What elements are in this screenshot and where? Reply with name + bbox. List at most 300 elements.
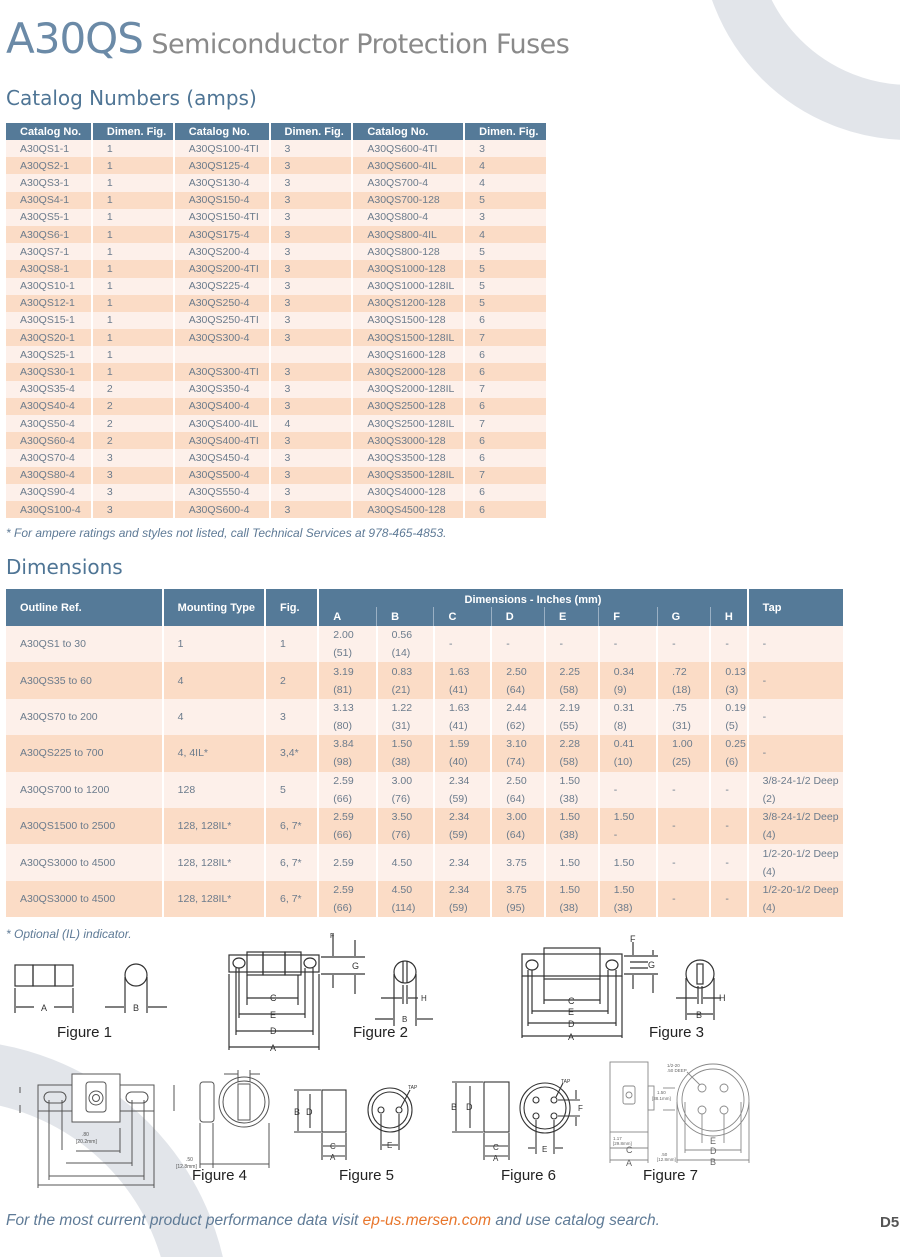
dimensions-section-title: Dimensions bbox=[6, 555, 123, 579]
catalog-number-cell: A30QS300-4TI bbox=[174, 363, 270, 380]
figure-5-label: Figure 5 bbox=[339, 1167, 395, 1184]
catalog-number-cell: A30QS50-4 bbox=[6, 415, 92, 432]
inch-value: 0.34 bbox=[613, 665, 635, 678]
fig-header: Fig. bbox=[265, 589, 318, 626]
dimension-value-cell bbox=[657, 699, 710, 735]
mounting-type-cell: 4 bbox=[163, 662, 265, 698]
catalog-number-cell: A30QS4-1 bbox=[6, 192, 92, 209]
inch-value: 3.00 bbox=[506, 811, 527, 824]
fig6-label-e: E bbox=[542, 1145, 548, 1154]
catalog-number-cell: A30QS800-128 bbox=[352, 243, 464, 260]
inch-value: 2.59 bbox=[333, 774, 354, 787]
dimension-value-cell bbox=[491, 772, 544, 808]
catalog-header-cell: Dimen. Fig. bbox=[92, 123, 174, 140]
catalog-row bbox=[6, 295, 547, 312]
dimension-value-cell bbox=[318, 699, 376, 735]
mm-value: (66) bbox=[333, 792, 352, 805]
dimen-fig-cell: 4 bbox=[270, 415, 353, 432]
dimen-fig-cell: 5 bbox=[464, 295, 547, 312]
inch-value: 3.84 bbox=[333, 738, 354, 751]
catalog-number-cell: A30QS12-1 bbox=[6, 295, 92, 312]
dimen-fig-cell: 4 bbox=[464, 226, 547, 243]
dimen-fig-cell: 3 bbox=[270, 295, 353, 312]
inch-value: 2.50 bbox=[506, 665, 527, 678]
catalog-number-cell: A30QS70-4 bbox=[6, 449, 92, 466]
dimension-value-cell bbox=[599, 662, 657, 698]
inch-value: 0.13 bbox=[725, 665, 746, 678]
dimen-fig-cell: 3 bbox=[270, 398, 353, 415]
dimension-value-cell bbox=[545, 626, 599, 662]
catalog-number-cell: A30QS1-1 bbox=[6, 140, 92, 157]
fig6-label-tap: TAP bbox=[561, 1079, 571, 1085]
mm-value: (95) bbox=[506, 901, 525, 914]
mm-value: (59) bbox=[448, 792, 468, 805]
inch-value: 3.10 bbox=[506, 738, 527, 751]
dimensions-row bbox=[6, 808, 844, 844]
dimension-letter-header: B bbox=[377, 607, 434, 626]
catalog-number-cell: A30QS600-4IL bbox=[352, 157, 464, 174]
dimension-value-cell bbox=[377, 844, 434, 880]
dimen-fig-cell: 2 bbox=[92, 381, 174, 398]
fig6-label-a: A bbox=[493, 1154, 499, 1163]
inch-value: 1.00 bbox=[672, 738, 693, 751]
dimension-letter-header: F bbox=[599, 607, 657, 626]
figure-7-svg bbox=[605, 1060, 770, 1168]
catalog-number-cell: A30QS2000-128IL bbox=[352, 381, 464, 398]
dimensions-row bbox=[6, 735, 844, 771]
fig7-note-6: [29.8mm] bbox=[613, 1141, 632, 1146]
mm-value: (64) bbox=[506, 683, 525, 696]
dimen-fig-cell: 3 bbox=[270, 157, 353, 174]
dimen-fig-cell: 7 bbox=[464, 329, 547, 346]
tap-count: (4) bbox=[762, 865, 776, 878]
catalog-number-cell: A30QS3500-128 bbox=[352, 449, 464, 466]
dimension-value-cell bbox=[657, 626, 710, 662]
fig7-note-1: 1/2-20 bbox=[667, 1063, 680, 1068]
dimen-fig-cell: 4 bbox=[464, 174, 547, 191]
catalog-number-cell: A30QS350-4 bbox=[174, 381, 270, 398]
dimen-fig-cell: 3 bbox=[270, 226, 353, 243]
catalog-number-cell: A30QS150-4 bbox=[174, 192, 270, 209]
dimensions-row bbox=[6, 772, 844, 808]
catalog-row bbox=[6, 415, 547, 432]
outline-ref-cell: A30QS35 to 60 bbox=[6, 662, 163, 698]
fig7-label-c: C bbox=[626, 1145, 633, 1155]
figure-3-label: Figure 3 bbox=[649, 1024, 705, 1041]
mounting-type-cell: 128 bbox=[163, 772, 265, 808]
dimension-value-cell bbox=[710, 772, 747, 808]
mm-value: (66) bbox=[333, 829, 352, 842]
mm-value: (64) bbox=[506, 829, 525, 842]
catalog-number-cell: A30QS600-4 bbox=[174, 501, 270, 518]
inch-value: 0.41 bbox=[613, 738, 635, 751]
catalog-table bbox=[6, 123, 548, 518]
dimension-value-cell bbox=[545, 881, 599, 917]
dimen-fig-cell: 1 bbox=[92, 192, 174, 209]
tap-cell bbox=[748, 662, 844, 698]
dimen-fig-cell: 3 bbox=[270, 363, 353, 380]
fig7-note-4: [38.1mm] bbox=[652, 1096, 671, 1101]
fig3-label-a: A bbox=[568, 1032, 575, 1042]
dimen-fig-cell: 3 bbox=[464, 140, 547, 157]
dimen-fig-cell: 3 bbox=[270, 312, 353, 329]
catalog-number-cell: A30QS1500-128IL bbox=[352, 329, 464, 346]
dimen-fig-cell: 1 bbox=[92, 278, 174, 295]
inch-value: - bbox=[672, 783, 676, 796]
catalog-number-cell: A30QS6-1 bbox=[6, 226, 92, 243]
fig7-label-d: D bbox=[710, 1146, 717, 1156]
mm-value: (40) bbox=[448, 756, 468, 769]
fig-cell: 1 bbox=[265, 626, 318, 662]
mounting-type-cell: 128, 128IL* bbox=[163, 881, 265, 917]
fig2-label-g: G bbox=[352, 961, 360, 971]
dimen-fig-cell: 1 bbox=[92, 260, 174, 277]
dimension-value-cell bbox=[318, 626, 376, 662]
mm-value: (80) bbox=[333, 719, 352, 732]
dimension-value-cell bbox=[491, 699, 544, 735]
dimen-fig-cell: 3 bbox=[270, 140, 353, 157]
mm-value: (38) bbox=[559, 829, 579, 842]
dimen-fig-cell: 4 bbox=[464, 157, 547, 174]
tap-cell bbox=[748, 735, 844, 771]
catalog-number-cell: A30QS1200-128 bbox=[352, 295, 464, 312]
catalog-row bbox=[6, 243, 547, 260]
mm-value: (41) bbox=[448, 683, 468, 696]
footer-text-after: and use catalog search. bbox=[491, 1212, 660, 1229]
figure-5-svg bbox=[290, 1080, 425, 1165]
tap-size: - bbox=[762, 747, 767, 760]
dimen-fig-cell: 3 bbox=[92, 449, 174, 466]
dimension-letter-header: H bbox=[710, 607, 747, 626]
mm-value: (81) bbox=[333, 683, 352, 696]
dimension-value-cell bbox=[318, 881, 376, 917]
dimension-value-cell bbox=[318, 735, 376, 771]
dimen-fig-cell: 3 bbox=[270, 501, 353, 518]
website-link[interactable]: ep-us.mersen.com bbox=[362, 1212, 492, 1229]
dimen-fig-cell: 1 bbox=[92, 329, 174, 346]
fig7-label-a: A bbox=[626, 1158, 633, 1168]
catalog-number-cell: A30QS80-4 bbox=[6, 467, 92, 484]
mm-value: (64) bbox=[506, 792, 525, 805]
inch-value: 1.63 bbox=[448, 701, 470, 714]
dimension-value-cell bbox=[545, 662, 599, 698]
dimen-fig-cell: 3 bbox=[270, 209, 353, 226]
inch-value: 2.00 bbox=[333, 629, 354, 642]
mounting-type-cell: 1 bbox=[163, 626, 265, 662]
fig5-label-a: A bbox=[330, 1153, 336, 1162]
inch-value: 1.50 bbox=[391, 738, 413, 751]
dimension-letter-header: A bbox=[318, 607, 376, 626]
catalog-row bbox=[6, 209, 547, 226]
dimen-fig-cell: 3 bbox=[92, 484, 174, 501]
dimension-value-cell bbox=[377, 735, 434, 771]
dimension-value-cell bbox=[545, 735, 599, 771]
dimen-fig-cell: 1 bbox=[92, 157, 174, 174]
dimension-letter-header: C bbox=[434, 607, 491, 626]
catalog-number-cell: A30QS400-4TI bbox=[174, 432, 270, 449]
catalog-number-cell: A30QS15-1 bbox=[6, 312, 92, 329]
dimen-fig-cell: 5 bbox=[464, 243, 547, 260]
figure-4-label: Figure 4 bbox=[192, 1167, 248, 1184]
mm-value: (74) bbox=[506, 756, 525, 769]
inch-value: - bbox=[559, 638, 564, 651]
catalog-header-row bbox=[6, 123, 547, 140]
mm-value: (21) bbox=[391, 683, 411, 696]
fig7-note-7: .50 bbox=[661, 1152, 668, 1157]
dimen-fig-cell: 1 bbox=[92, 140, 174, 157]
dimension-value-cell bbox=[657, 735, 710, 771]
dimension-value-cell bbox=[318, 772, 376, 808]
catalog-number-cell: A30QS700-128 bbox=[352, 192, 464, 209]
dimen-fig-cell: 6 bbox=[464, 484, 547, 501]
dimension-value-cell bbox=[657, 844, 710, 880]
figure-5-drawing bbox=[290, 1080, 425, 1165]
catalog-number-cell: A30QS3-1 bbox=[6, 174, 92, 191]
inch-value: 4.50 bbox=[391, 856, 413, 869]
catalog-number-cell: A30QS1600-128 bbox=[352, 346, 464, 363]
catalog-number-cell: A30QS3500-128IL bbox=[352, 467, 464, 484]
catalog-number-cell: A30QS100-4TI bbox=[174, 140, 270, 157]
catalog-row bbox=[6, 346, 547, 363]
catalog-number-cell: A30QS130-4 bbox=[174, 174, 270, 191]
inch-value: 0.31 bbox=[613, 701, 635, 714]
catalog-row bbox=[6, 140, 547, 157]
dimension-value-cell bbox=[377, 808, 434, 844]
catalog-number-cell: A30QS200-4 bbox=[174, 243, 270, 260]
mm-value: (51) bbox=[333, 647, 352, 660]
dimen-fig-cell: 6 bbox=[464, 501, 547, 518]
dimen-fig-cell: 2 bbox=[92, 398, 174, 415]
fig1-label-a: A bbox=[41, 1003, 48, 1013]
fig3-label-b: B bbox=[696, 1010, 703, 1020]
dimen-fig-cell: 5 bbox=[464, 260, 547, 277]
inch-value: - bbox=[725, 638, 729, 651]
fig-cell: 5 bbox=[265, 772, 318, 808]
mm-value: (5) bbox=[725, 719, 739, 732]
inch-value: 2.19 bbox=[559, 701, 580, 714]
dimensions-row bbox=[6, 881, 844, 917]
inch-value: 2.59 bbox=[333, 856, 354, 869]
inch-value: - bbox=[725, 783, 729, 796]
dimension-value-cell bbox=[599, 735, 657, 771]
mm-value: (62) bbox=[506, 719, 525, 732]
fig7-label-b: B bbox=[710, 1157, 717, 1167]
catalog-number-cell: A30QS1500-128 bbox=[352, 312, 464, 329]
mounting-type-cell: 4 bbox=[163, 699, 265, 735]
inch-value: 1.22 bbox=[391, 701, 413, 714]
dimension-value-cell bbox=[599, 808, 657, 844]
catalog-number-cell: A30QS200-4TI bbox=[174, 260, 270, 277]
inch-value: 3.50 bbox=[391, 811, 413, 824]
fig6-label-d: D bbox=[466, 1102, 473, 1112]
product-subtitle: Semiconductor Protection Fuses bbox=[151, 29, 570, 60]
mm-value: (66) bbox=[333, 901, 352, 914]
catalog-number-cell: A30QS500-4 bbox=[174, 467, 270, 484]
fig5-label-c: C bbox=[330, 1142, 336, 1151]
tap-cell bbox=[748, 808, 844, 844]
mm-value: (25) bbox=[672, 756, 691, 769]
catalog-header-cell: Catalog No. bbox=[174, 123, 270, 140]
inch-value: - bbox=[725, 820, 729, 833]
outline-ref-cell: A30QS700 to 1200 bbox=[6, 772, 163, 808]
dimension-value-cell bbox=[377, 699, 434, 735]
catalog-header-cell: Catalog No. bbox=[352, 123, 464, 140]
dimension-value-cell bbox=[545, 844, 599, 880]
outline-ref-cell: A30QS1500 to 2500 bbox=[6, 808, 163, 844]
inch-value: 3.75 bbox=[506, 883, 527, 896]
catalog-row bbox=[6, 174, 547, 191]
catalog-row bbox=[6, 381, 547, 398]
catalog-number-cell: A30QS35-4 bbox=[6, 381, 92, 398]
fig1-label-b: B bbox=[133, 1003, 140, 1013]
dimen-fig-cell: 3 bbox=[92, 467, 174, 484]
dimensions-row bbox=[6, 699, 844, 735]
figure-7-drawing bbox=[605, 1060, 770, 1168]
fig-cell: 2 bbox=[265, 662, 318, 698]
inch-value: 2.34 bbox=[448, 774, 470, 787]
mm-value: (38) bbox=[559, 792, 579, 805]
inch-value: .72 bbox=[672, 665, 687, 678]
dimension-value-cell bbox=[545, 699, 599, 735]
tap-size: 3/8-24-1/2 Deep bbox=[762, 774, 839, 787]
dimen-fig-cell: 6 bbox=[464, 432, 547, 449]
dimension-value-cell bbox=[491, 626, 544, 662]
mm-value: (55) bbox=[559, 719, 579, 732]
catalog-number-cell: A30QS550-4 bbox=[174, 484, 270, 501]
dimension-letter-header: D bbox=[491, 607, 544, 626]
dimen-fig-cell: 6 bbox=[464, 449, 547, 466]
fig7-label-e: E bbox=[710, 1136, 717, 1146]
tap-cell bbox=[748, 844, 844, 880]
inch-value: 2.34 bbox=[448, 811, 470, 824]
catalog-number-cell: A30QS225-4 bbox=[174, 278, 270, 295]
dimen-fig-cell: 6 bbox=[464, 363, 547, 380]
fig2-label-c: C bbox=[270, 993, 277, 1003]
inch-value: 3.13 bbox=[333, 701, 354, 714]
figure-6-svg bbox=[448, 1076, 588, 1166]
dimensions-row bbox=[6, 626, 844, 662]
fig2-label-b: B bbox=[402, 1015, 408, 1024]
tap-cell bbox=[748, 772, 844, 808]
dimension-value-cell bbox=[491, 808, 544, 844]
tap-cell bbox=[748, 626, 844, 662]
inch-value: - bbox=[506, 638, 510, 651]
mm-value: (98) bbox=[333, 756, 352, 769]
page-number: D5 bbox=[880, 1214, 900, 1231]
dimen-fig-cell: 3 bbox=[270, 192, 353, 209]
catalog-number-cell: A30QS2-1 bbox=[6, 157, 92, 174]
mm-value: (31) bbox=[672, 719, 691, 732]
dimen-fig-cell: 5 bbox=[464, 192, 547, 209]
dimensions-header-row bbox=[6, 589, 844, 607]
fig5-label-e: E bbox=[387, 1141, 393, 1150]
outline-ref-header: Outline Ref. bbox=[6, 589, 163, 626]
catalog-row bbox=[6, 363, 547, 380]
inch-value: - bbox=[725, 856, 729, 869]
fig3-label-f: F bbox=[630, 934, 636, 944]
dimension-value-cell bbox=[491, 881, 544, 917]
dimension-value-cell bbox=[377, 772, 434, 808]
dimen-fig-cell: 5 bbox=[464, 278, 547, 295]
tap-size: - bbox=[762, 710, 767, 723]
decorative-arc-top bbox=[700, 0, 900, 140]
catalog-row bbox=[6, 226, 547, 243]
catalog-row bbox=[6, 398, 547, 415]
catalog-row bbox=[6, 329, 547, 346]
outline-ref-cell: A30QS225 to 700 bbox=[6, 735, 163, 771]
fig3-label-c: C bbox=[568, 996, 575, 1006]
catalog-row bbox=[6, 278, 547, 295]
mm-value: (31) bbox=[391, 719, 411, 732]
figure-1-label: Figure 1 bbox=[57, 1024, 113, 1041]
mm-value: (114) bbox=[391, 901, 416, 914]
figure-1-svg bbox=[10, 955, 170, 1025]
mounting-type-header: Mounting Type bbox=[163, 589, 265, 626]
page-title bbox=[6, 14, 569, 63]
catalog-number-cell: A30QS600-4TI bbox=[352, 140, 464, 157]
figure-7-label: Figure 7 bbox=[643, 1167, 699, 1184]
dimension-value-cell bbox=[710, 844, 747, 880]
catalog-number-cell: A30QS20-1 bbox=[6, 329, 92, 346]
catalog-row bbox=[6, 312, 547, 329]
fig7-note-8: [12.8mm] bbox=[657, 1157, 676, 1162]
dimen-fig-cell: 3 bbox=[270, 243, 353, 260]
catalog-number-cell: A30QS10-1 bbox=[6, 278, 92, 295]
figure-1-drawing bbox=[10, 955, 170, 1025]
fig2-label-a: A bbox=[270, 1043, 277, 1053]
dimension-value-cell bbox=[491, 844, 544, 880]
mm-value: (6) bbox=[725, 756, 739, 769]
dimension-value-cell bbox=[491, 735, 544, 771]
dimen-fig-cell: 3 bbox=[270, 467, 353, 484]
inch-value: 3.75 bbox=[506, 856, 527, 869]
inch-value: 0.83 bbox=[391, 665, 413, 678]
dimen-fig-cell: 3 bbox=[464, 209, 547, 226]
fig-cell: 3 bbox=[265, 699, 318, 735]
dimension-value-cell bbox=[599, 626, 657, 662]
catalog-number-cell: A30QS700-4 bbox=[352, 174, 464, 191]
dimen-fig-cell: 3 bbox=[270, 484, 353, 501]
fig-cell: 6, 7* bbox=[265, 808, 318, 844]
fig3-label-g: G bbox=[648, 960, 656, 970]
catalog-number-cell: A30QS40-4 bbox=[6, 398, 92, 415]
catalog-row bbox=[6, 501, 547, 518]
mm-value: (10) bbox=[613, 756, 633, 769]
catalog-row bbox=[6, 449, 547, 466]
dimen-fig-cell: 6 bbox=[464, 398, 547, 415]
mm-value: (3) bbox=[725, 683, 739, 696]
mm-value: (9) bbox=[613, 683, 627, 696]
inch-value: 1.63 bbox=[448, 665, 470, 678]
mm-value: (14) bbox=[391, 647, 411, 660]
tap-count: (2) bbox=[762, 792, 776, 805]
outline-ref-cell: A30QS1 to 30 bbox=[6, 626, 163, 662]
dimension-value-cell bbox=[599, 844, 657, 880]
fig4-note-2: [20.2mm] bbox=[76, 1139, 97, 1145]
fig-cell: 6, 7* bbox=[265, 881, 318, 917]
mm-value: (58) bbox=[559, 756, 579, 769]
dimen-fig-cell: 1 bbox=[92, 312, 174, 329]
catalog-header-cell: Catalog No. bbox=[6, 123, 92, 140]
catalog-number-cell: A30QS450-4 bbox=[174, 449, 270, 466]
figure-2-label: Figure 2 bbox=[353, 1024, 409, 1041]
catalog-number-cell: A30QS4000-128 bbox=[352, 484, 464, 501]
mounting-type-cell: 4, 4IL* bbox=[163, 735, 265, 771]
dimension-value-cell bbox=[599, 772, 657, 808]
inch-value: 2.34 bbox=[448, 883, 470, 896]
dimension-value-cell bbox=[599, 699, 657, 735]
outline-ref-cell: A30QS70 to 200 bbox=[6, 699, 163, 735]
